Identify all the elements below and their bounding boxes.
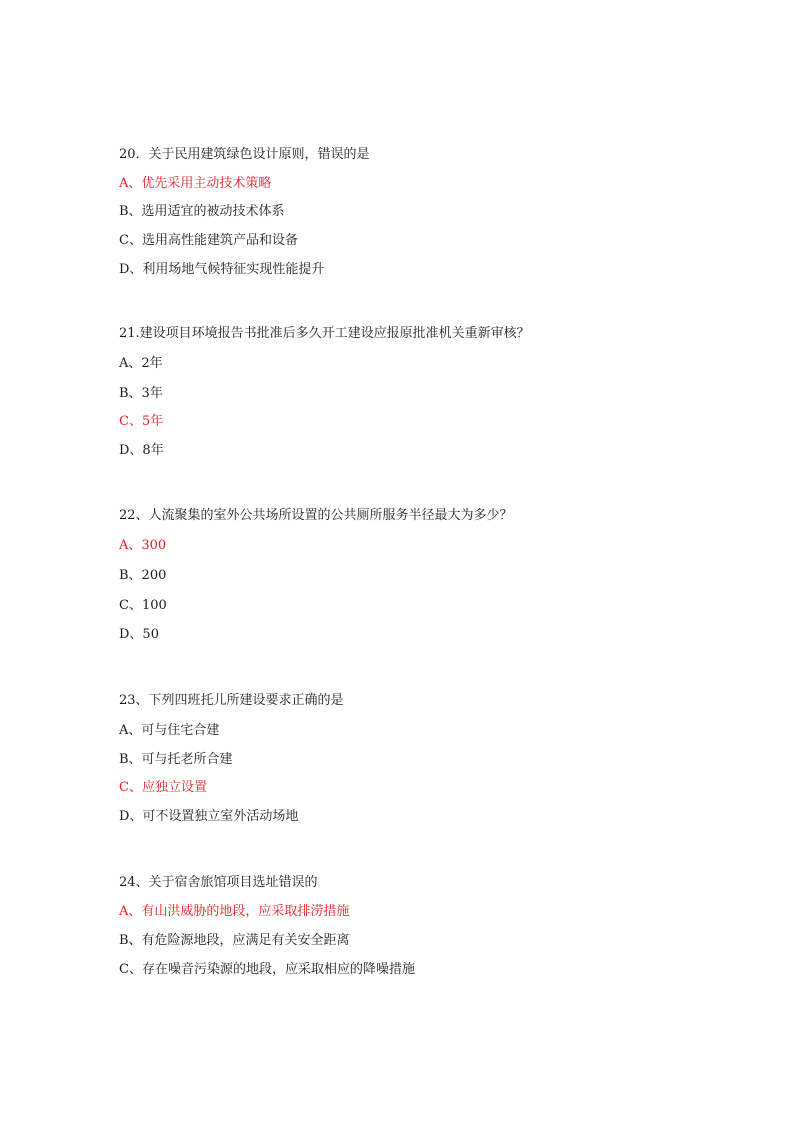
question-24 [119, 875, 719, 985]
option-c: C、应独立设置 [119, 780, 207, 795]
option-a: A、300 [119, 538, 167, 553]
option-d: D、8年 [119, 443, 164, 458]
option-c: C、存在噪音污染源的地段，应采取相应的降噪措施 [119, 962, 415, 977]
question-text: 20．关于民用建筑绿色设计原则，错误的是 [119, 147, 370, 162]
option-b: B、可与托老所合建 [119, 752, 233, 767]
option-a: A、优先采用主动技术策略 [119, 176, 272, 191]
question-20 [119, 147, 719, 287]
option-c: C、100 [119, 598, 167, 613]
question-text: 22、人流聚集的室外公共场所设置的公共厕所服务半径最大为多少？ [119, 508, 513, 523]
option-b: B、选用适宜的被动技术体系 [119, 204, 285, 219]
question-23 [119, 693, 719, 833]
question-text: 24、关于宿舍旅馆项目选址错误的 [119, 875, 318, 890]
question-22 [119, 508, 719, 648]
option-b: B、3年 [119, 386, 163, 401]
question-21 [119, 326, 719, 466]
question-text: 23、下列四班托儿所建设要求正确的是 [119, 693, 344, 708]
option-b: B、有危险源地段，应满足有关安全距离 [119, 933, 350, 948]
option-a: A、可与住宅合建 [119, 723, 220, 738]
option-a: A、2年 [119, 356, 163, 371]
option-b: B、200 [119, 568, 167, 583]
option-d: D、利用场地气候特征实现性能提升 [119, 262, 325, 277]
option-c: C、选用高性能建筑产品和设备 [119, 233, 298, 248]
option-c: C、5年 [119, 414, 164, 429]
option-d: D、50 [119, 627, 159, 642]
question-text: 21.建设项目环境报告书批准后多久开工建设应报原批准机关重新审核？ [119, 326, 530, 341]
option-a: A、有山洪威胁的地段，应采取排涝措施 [119, 904, 350, 919]
option-d: D、可不设置独立室外活动场地 [119, 809, 299, 824]
